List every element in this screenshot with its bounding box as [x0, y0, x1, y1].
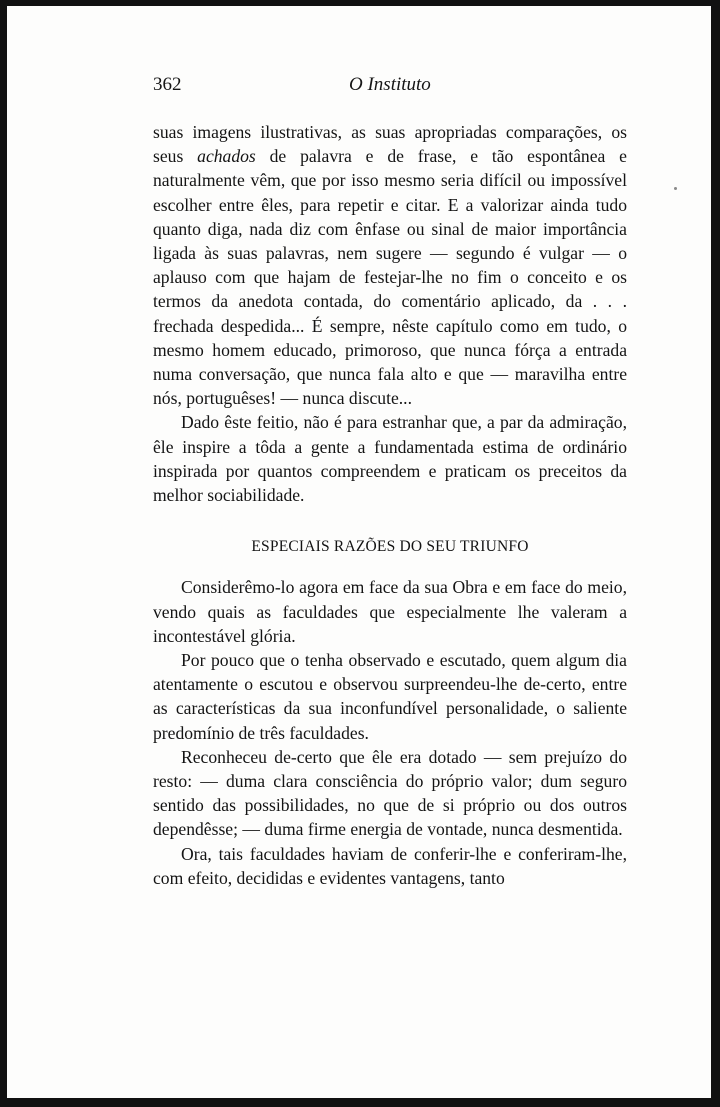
paragraph-1-start: suas imagens ilustrativas, as suas apropriadas comparações, os seus [153, 122, 627, 167]
paper-speck [674, 187, 677, 190]
text-block [153, 120, 627, 890]
paragraph-5: Reconheceu de-certo que êle era dotado — sem prejuízo do resto: — duma clara consciência do próprio valor; dum seguro sentido das possibilidades, no que de si próprio ou dos outros dependêsse; — duma firme energia de vontade, nunca desmentida. [153, 746, 627, 840]
paragraph-1-rest: de palavra e de frase, e tão espontânea e naturalmente vêm, que por isso mesmo seria difícil ou impossível escolher entre êles, para repetir e citar. E a valorizar ainda tudo quanto diga, nada diz com ênfase ou sinal de maior importância ligada às suas palavras, nem sugere — segundo é vulgar — o aplauso com que hajam de festejar-lhe no fim o conceito e os termos da anedota contada, do comentário aplicado, da . . . frechada despedida... É sempre, nêste capítulo como em tudo, o mesmo homem educado, primoroso, que nunca fórça a entrada numa conversação, que nunca fala alto e que — maravilha entre nós, portuguêses! — nunca discute... [153, 146, 627, 409]
paragraph-2: Dado êste feitio, não é para estranhar que, a par da admiração, êle inspire a tôda a gente a fundamentada estima de ordinário inspirada por quantos compreendem e praticam os preceitos da melhor sociabilidade. [153, 412, 627, 506]
paragraph-6: Ora, tais faculdades haviam de conferir-lhe e conferiram-lhe, com efeito, decididas e evidentes vantagens, tanto [153, 843, 627, 888]
paragraph-3: Considerêmo-lo agora em face da sua Obra e em face do meio, vendo quais as faculdades que especialmente lhe valeram a incontestável glória. [153, 577, 627, 646]
section-heading: ESPECIAIS RAZÕES DO SEU TRIUNFO [251, 538, 529, 556]
page-number: 362 [153, 74, 182, 95]
paragraph-4: Por pouco que o tenha observado e escutado, quem algum dia atentamente o escutou e observou surpreendeu-lhe de-certo, entre as características da sua inconfundível personalidade, o saliente predomínio de três faculdades. [153, 650, 627, 743]
running-title: O Instituto [349, 74, 431, 95]
page-header [153, 74, 623, 104]
paragraph-1 [153, 120, 627, 410]
emphasis-achados: achados [197, 146, 256, 167]
